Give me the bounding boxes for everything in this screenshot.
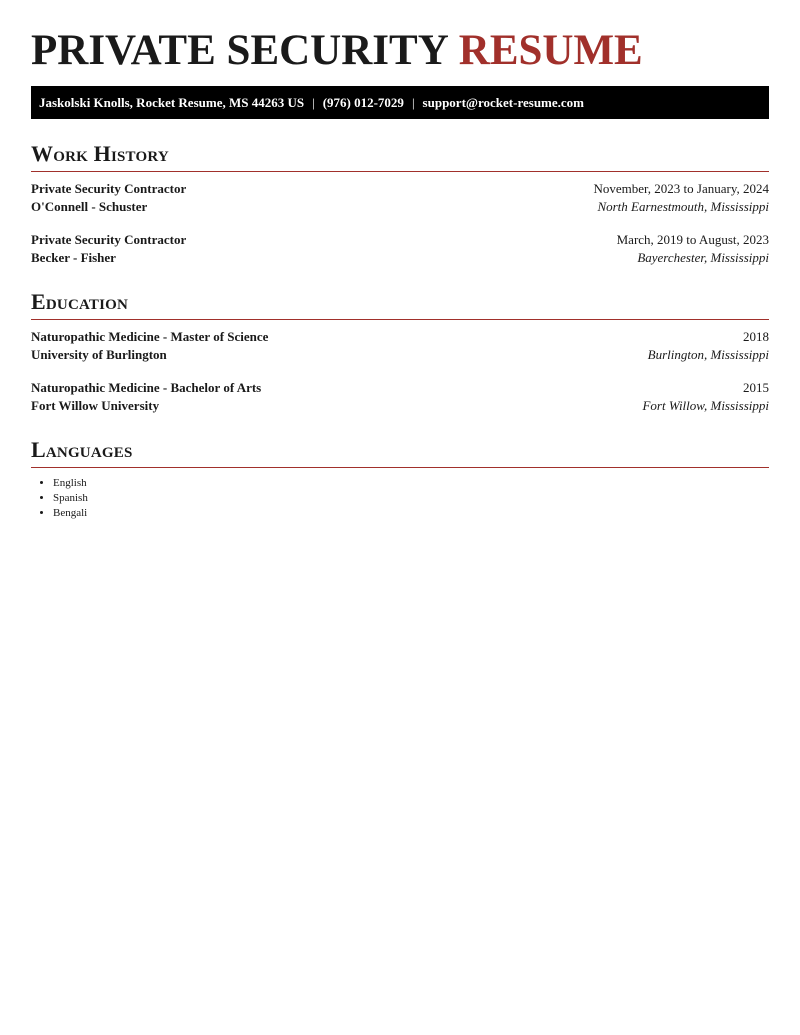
school-location: Fort Willow, Mississippi bbox=[642, 398, 769, 413]
contact-separator: | bbox=[312, 95, 315, 110]
work-entry bbox=[31, 231, 769, 267]
school-name: University of Burlington bbox=[31, 347, 167, 362]
education-entry bbox=[31, 328, 769, 364]
work-entry-row bbox=[31, 231, 769, 249]
education-entry-row bbox=[31, 328, 769, 346]
list-item-language: • English bbox=[53, 476, 769, 491]
job-location: Bayerchester, Mississippi bbox=[637, 250, 769, 265]
contact-separator: | bbox=[411, 95, 415, 110]
school-location: Burlington, Mississippi bbox=[647, 347, 769, 362]
section-heading-work-history: Work History bbox=[31, 141, 769, 172]
contact-address: Jaskolski Knolls, Rocket Resume, MS 44263 US bbox=[39, 95, 305, 110]
education-entry-row bbox=[31, 379, 769, 397]
work-entry bbox=[31, 180, 769, 216]
work-entry-row bbox=[31, 198, 769, 216]
job-dates: March, 2019 to August, 2023 bbox=[616, 232, 769, 247]
education-entry-row bbox=[31, 346, 769, 364]
job-dates: November, 2023 to January, 2024 bbox=[593, 181, 769, 196]
work-entry-row bbox=[31, 249, 769, 267]
contact-email: support@rocket-resume.com bbox=[422, 95, 584, 110]
title-accent: RESUME bbox=[458, 27, 643, 74]
list-item-language: • Bengali bbox=[53, 506, 769, 521]
languages-list bbox=[31, 476, 769, 521]
employer-name: Becker - Fisher bbox=[31, 250, 116, 265]
contact-bar bbox=[31, 86, 769, 119]
graduation-year: 2015 bbox=[743, 380, 769, 395]
job-location: North Earnestmouth, Mississippi bbox=[597, 199, 769, 214]
contact-phone: (976) 012-7029 bbox=[322, 95, 404, 110]
education-entry-row bbox=[31, 397, 769, 415]
school-name: Fort Willow University bbox=[31, 398, 160, 413]
employer-name: O'Connell - Schuster bbox=[31, 199, 148, 214]
section-heading-education: Education bbox=[31, 289, 769, 320]
list-item-language: • Spanish bbox=[53, 491, 769, 506]
degree-name: Naturopathic Medicine - Bachelor of Arts bbox=[31, 380, 262, 395]
work-entry-row bbox=[31, 180, 769, 198]
title-main: PRIVATE SECURITY bbox=[31, 27, 449, 74]
degree-name: Naturopathic Medicine - Master of Science bbox=[31, 329, 269, 344]
job-title: Private Security Contractor bbox=[31, 181, 187, 196]
page-title bbox=[31, 28, 769, 74]
job-title: Private Security Contractor bbox=[31, 232, 187, 247]
graduation-year: 2018 bbox=[743, 329, 769, 344]
education-entry bbox=[31, 379, 769, 415]
section-heading-languages: Languages bbox=[31, 437, 769, 468]
